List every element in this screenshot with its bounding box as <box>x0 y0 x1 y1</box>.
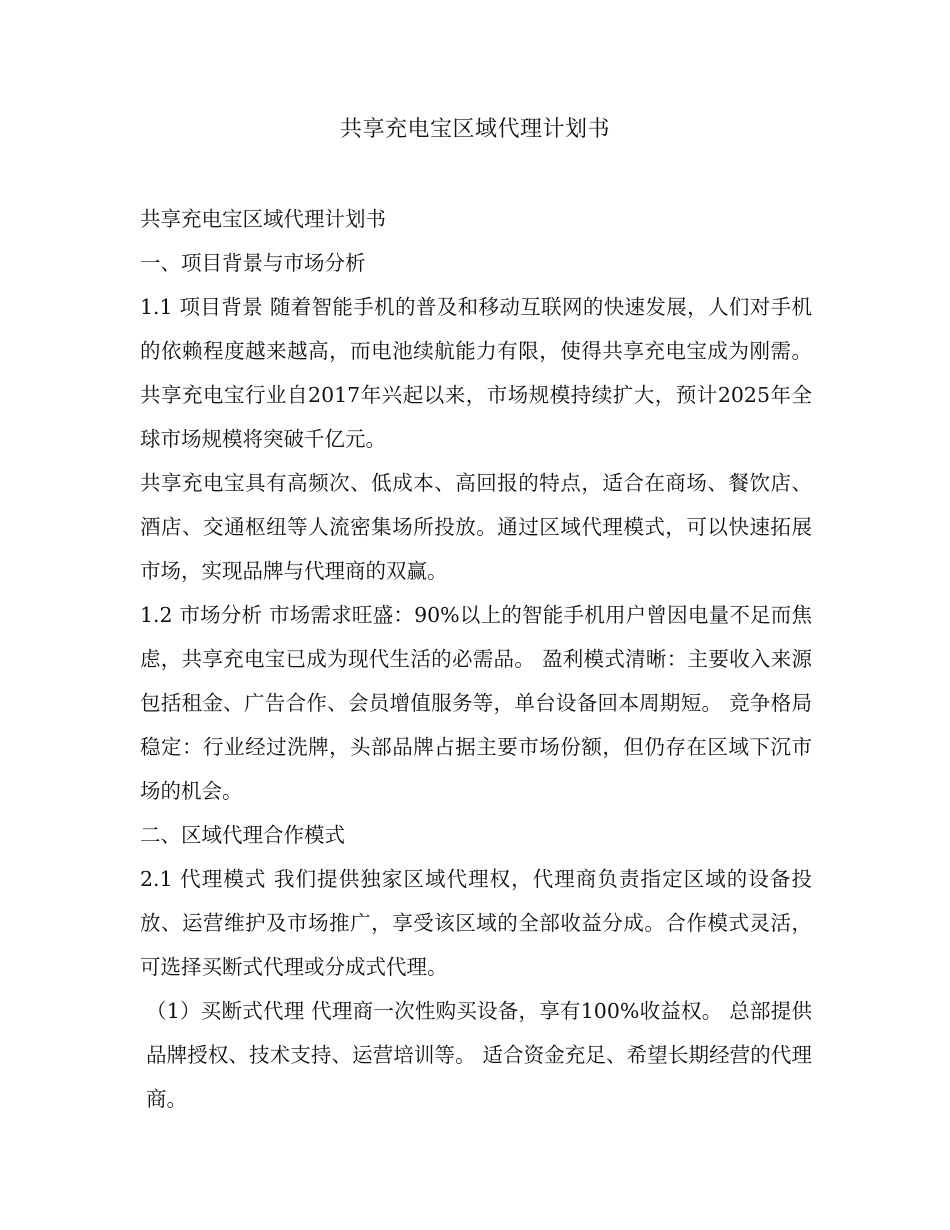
body-title: 共享充电宝区域代理计划书 <box>140 207 386 231</box>
paragraph-market-analysis: 1.2 市场分析 市场需求旺盛：90%以上的智能手机用户曾因电量不足而焦虑，共享充电宝已成为现代生活的必需品。 盈利模式清晰：主要收入来源包括租金、广告合作、会员增值服务等，单台设备回本周期短。 竞争格局稳定：行业经过洗牌，头部品牌占据主要市场份额，但仍存在区域下沉市场的机会。 <box>140 603 812 803</box>
document-body <box>140 197 812 1121</box>
paragraph-features: 共享充电宝具有高频次、低成本、高回报的特点，适合在商场、餐饮店、酒店、交通枢纽等人流密集场所投放。通过区域代理模式，可以快速拓展市场，实现品牌与代理商的双赢。 <box>140 471 812 583</box>
paragraph-buyout-agency: （1）买断式代理 代理商一次性购买设备，享有100%收益权。 总部提供品牌授权、技术支持、运营培训等。 适合资金充足、希望长期经营的代理商。 <box>146 999 812 1111</box>
section-heading-1: 一、项目背景与市场分析 <box>140 251 366 275</box>
document-title: 共享充电宝区域代理计划书 <box>339 117 610 142</box>
paragraph-project-background: 1.1 项目背景 随着智能手机的普及和移动互联网的快速发展，人们对手机的依赖程度越来越高，而电池续航能力有限，使得共享充电宝成为刚需。共享充电宝行业自2017年兴起以来，市场规模持续扩大，预计2025年全球市场规模将突破千亿元。 <box>140 295 812 451</box>
paragraph-agency-mode: 2.1 代理模式 我们提供独家区域代理权，代理商负责指定区域的设备投放、运营维护及市场推广，享受该区域的全部收益分成。合作模式灵活，可选择买断式代理或分成式代理。 <box>140 867 812 979</box>
section-heading-2: 二、区域代理合作模式 <box>140 823 345 847</box>
